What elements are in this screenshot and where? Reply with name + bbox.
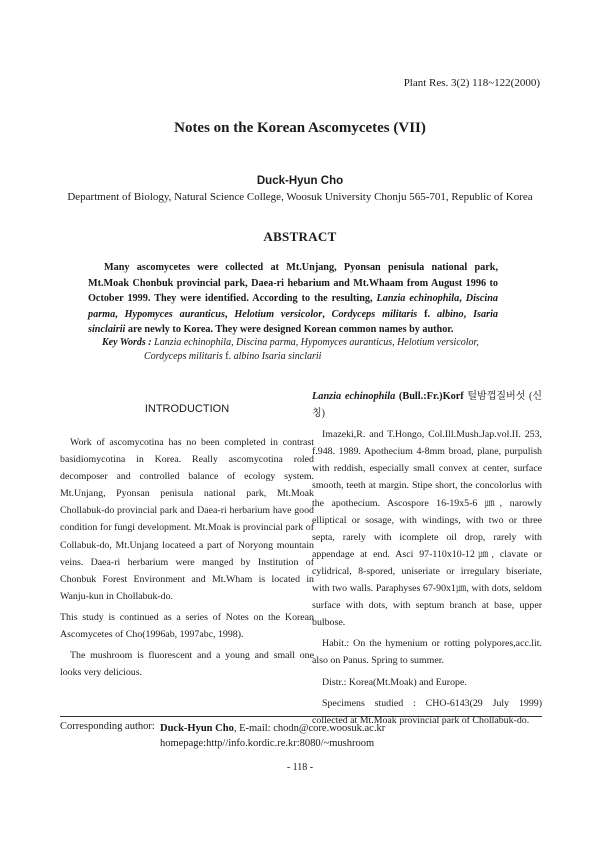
abstract-sep: , bbox=[459, 293, 466, 304]
species-habit: Habit.: On the hymenium or rotting polypores,acc.lit. also on Panus. Spring to summer. bbox=[312, 638, 542, 667]
abstract-sep: , bbox=[463, 308, 474, 320]
keywords-line2a: Cordyceps militaris bbox=[144, 351, 223, 362]
introduction-body bbox=[60, 434, 314, 681]
species-isaria: Isaria sinclairii bbox=[88, 308, 498, 335]
keywords bbox=[102, 336, 502, 364]
corresponding-author-homepage: homepage:http//info.kordic.re.kr:8080/~mushroom bbox=[160, 738, 375, 749]
footnote-divider bbox=[60, 716, 542, 717]
species-distribution: Distr.: Korea(Mt.Moak) and Europe. bbox=[322, 676, 467, 688]
abstract-seg: are newly to Korea. They were designed Korean common names by author. bbox=[125, 324, 454, 335]
species-authority: (Bull.:Fr.)Korf bbox=[395, 391, 468, 402]
abstract-sep: , bbox=[115, 308, 125, 320]
abstract-seg: Many ascomycetes were collected at Mt.Unjang, Pyonsan penisula national park, Mt.Moak Chonbuk provincial park, Daea-ri hebarium and Mt.Whaam from August 1996 to October 1999. They were identified. According to the resulting, bbox=[88, 262, 498, 304]
paper-title: Notes on the Korean Ascomycetes (VII) bbox=[174, 120, 426, 136]
abstract-sep: , bbox=[322, 308, 332, 320]
species-name: Lanzia echinophila bbox=[312, 391, 396, 402]
species-korean-name: 털밤껍질버섯 (신칭) bbox=[312, 391, 542, 420]
keywords-label: Key Words : bbox=[102, 337, 152, 348]
species-cordyceps: Cordyceps militaris bbox=[331, 308, 418, 320]
species-section bbox=[312, 388, 542, 729]
abstract-sep: f. bbox=[417, 308, 438, 320]
species-helotium: Helotium versicolor bbox=[234, 308, 323, 320]
species-albino: albino bbox=[437, 308, 464, 320]
corresponding-author-info bbox=[160, 721, 385, 751]
species-specimens: Specimens studied : CHO-6143(29 July 1999) collected at Mt.Moak provincial park of Chollabuk-do. bbox=[312, 697, 542, 726]
intro-paragraph-2: This study is continued as a series of Notes on the Korean Ascomycetes of Cho(1996ab, 1997abc, 1998). bbox=[60, 611, 314, 641]
species-discina: Discina parma bbox=[88, 293, 498, 320]
author-name: Duck-Hyun Cho bbox=[256, 175, 344, 187]
abstract-heading: ABSTRACT bbox=[263, 229, 337, 244]
keywords-line1: Lanzia echinophila, Discina parma, Hypomyces auranticus, Helotium versicolor, bbox=[151, 337, 479, 348]
abstract-sep: , bbox=[224, 308, 235, 320]
introduction-heading: INTRODUCTION bbox=[144, 403, 230, 415]
species-description: Imazeki,R. and T.Hongo, Col.Ill.Mush.Jap.vol.II. 253, f.948. 1989. Apothecium 4-8mm broad, plane, purpulish with reddish, especially small convex at center, surface smooth, teeth at margin. Stipe short, the concolorlus with the apothecium. Ascospore 16-19x5-6 ㎛, narowly elliptical or sosage, with windings, with two or three septa, rarely with icomplete oil drop, rarely with appendage at end. Asci 97-110x10-12㎛, clavate or cylidrical, 8-spored, uniseriate or irregulary biseriate, with two walls. Paraphyses 67-90x1㎛, with dots, seldom surface with dots, with septum branch at base, upper bulbose. bbox=[312, 429, 542, 629]
species-heading bbox=[312, 388, 542, 422]
species-hypomyces: Hypomyces auranticus bbox=[124, 308, 225, 320]
intro-paragraph-3: The mushroom is fluorescent and a young and small one looks very delicious. bbox=[60, 650, 314, 679]
intro-paragraph-1: Work of ascomycotina has no been completed in contrast basidiomycotina in Korea. Really ascomycotina roled decomposer and controlled balance of ecology system. Mt.Unjang, Pyonsan penisula national park, Mt.Moak Chollabuk-do provincial park and Daea-ri herbarium have good condition for fungi development. Mt.Moak is provincial park of Collabuk-do, Mt.Unjang locateed a part of Noryong mountain veins. Daea-ri herbarium were manged by Institution of Chonbuk Forest Environment and Mt.Wham is located in Wanju-kun in Chollabuk-do. bbox=[60, 437, 314, 602]
author-affiliation: Department of Biology, Natural Science College, Woosuk University Chonju 565-701, Republic of Korea bbox=[67, 191, 533, 203]
corresponding-author-label: Corresponding author: bbox=[60, 721, 155, 732]
corresponding-author-name: Duck-Hyun Cho bbox=[160, 723, 234, 734]
journal-reference: Plant Res. 3(2) 118~122(2000) bbox=[403, 77, 540, 89]
keywords-line2b: f. bbox=[222, 351, 234, 362]
abstract-text bbox=[88, 260, 498, 338]
page-number: - 118 - bbox=[286, 762, 314, 773]
species-lanzia: Lanzia echinophila bbox=[376, 293, 460, 304]
keywords-line2c: albino Isaria sinclarii bbox=[233, 351, 322, 362]
corresponding-author-email: , E-mail: chodn@core.woosuk.ac.kr bbox=[233, 723, 386, 734]
